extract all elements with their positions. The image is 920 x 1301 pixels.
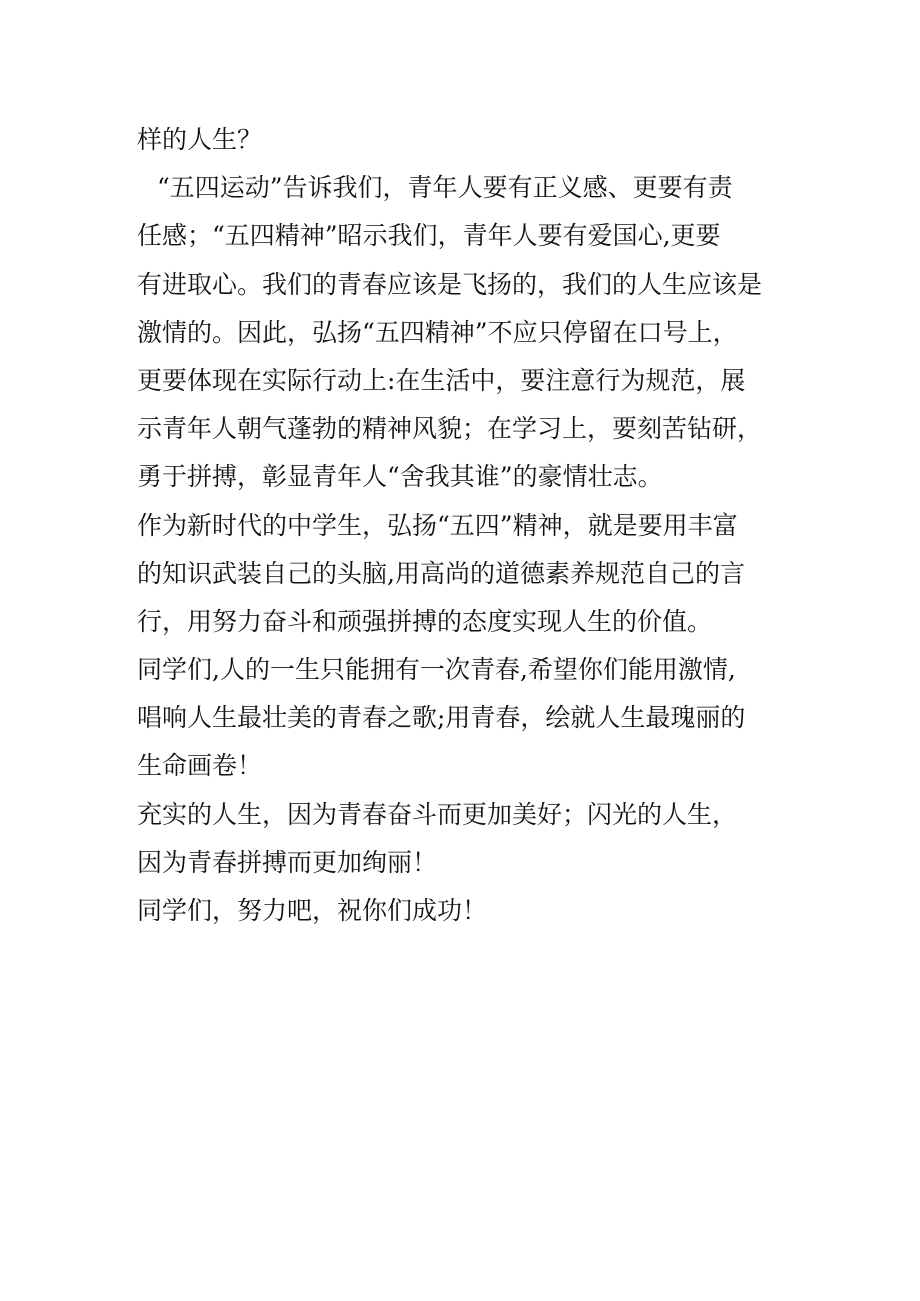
text-line: 勇于拼搏，彰显青年人“舍我其谁”的豪情壮志。 <box>137 462 663 492</box>
text-line: 行，用努力奋斗和顽强拼搏的态度实现人生的价值。 <box>137 606 713 636</box>
text-line: 因为青春拼搏而更加绚丽！ <box>137 847 438 877</box>
text-line: 激情的。因此，弘扬“五四精神”不应只停留在口号上， <box>137 317 738 347</box>
document-body <box>137 116 797 935</box>
text-line: 有进取心。我们的青春应该是飞扬的，我们的人生应该是 <box>137 269 763 299</box>
text-line: 同学们,人的一生只能拥有一次青春,希望你们能用激情, <box>137 655 736 685</box>
text-line: 生命画卷！ <box>137 751 263 781</box>
text-line: 示青年人朝气蓬勃的精神风貌；在学习上，要刻苦钻研， <box>137 414 763 444</box>
text-line: 唱响人生最壮美的青春之歌;用青春，绘就人生最瑰丽的 <box>137 703 746 733</box>
text-line: 任感；“五四精神”昭示我们，青年人要有爱国心,更要 <box>137 221 721 251</box>
text-line: 同学们，努力吧，祝你们成功！ <box>137 896 488 925</box>
text-line: 作为新时代的中学生，弘扬“五四”精神，就是要用丰富 <box>137 510 738 540</box>
text-line: “五四运动”告诉我们，青年人要有正义感、更要有责 <box>157 173 733 203</box>
text-line: 充实的人生，因为青春奋斗而更加美好；闪光的人生， <box>137 799 738 829</box>
text-line: 更要体现在实际行动上:在生活中，要注意行为规范，展 <box>137 365 746 395</box>
text-line: 的知识武装自己的头脑,用高尚的道德素养规范自己的言 <box>137 558 745 588</box>
text-line: 样的人生？ <box>137 125 263 154</box>
